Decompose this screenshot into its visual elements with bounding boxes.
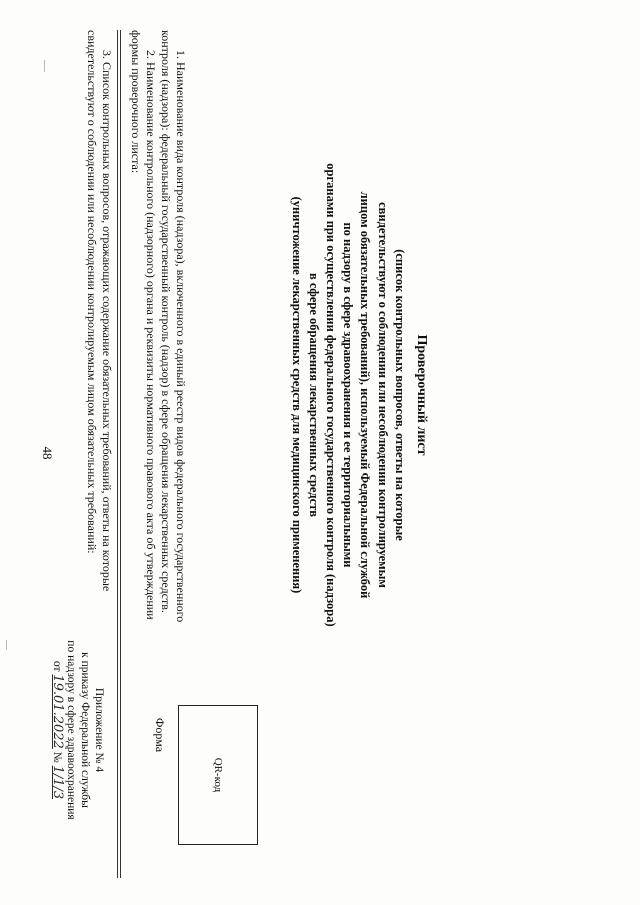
paragraph-2 bbox=[128, 30, 158, 878]
paragraph-2-line-2: формы проверочного листа: bbox=[129, 30, 143, 174]
title-line-3: лицом обязательных требований), используемый Федеральной службой bbox=[358, 191, 373, 599]
title-line-5: органами при осуществлении федерального государственного контроля (надзора) bbox=[323, 163, 338, 627]
appendix-date-handwritten: 19.01.2022 bbox=[50, 674, 65, 749]
scan-artifact bbox=[44, 60, 45, 72]
separator-rule-1 bbox=[120, 30, 121, 878]
paragraph-1 bbox=[158, 30, 188, 878]
appendix-order-number-handwritten: 1/1/3 bbox=[50, 765, 65, 800]
title-line-2: свидетельствуют о соблюдении или несоблюдении контролируемым bbox=[375, 202, 390, 588]
appendix-agency: по надзору в сфере здравоохранения bbox=[65, 640, 77, 820]
paragraph-1-line-1: 1. Наименование вида контроля (надзора), включенного в единый реестр видов федерального государственного bbox=[174, 50, 188, 623]
title-line-7: (уничтожение лекарственных средств для медицинского применения) bbox=[289, 196, 304, 594]
appendix-date-line bbox=[50, 615, 64, 845]
document-title: Проверочный лист bbox=[414, 334, 429, 456]
document-title-block bbox=[287, 150, 430, 640]
scan-artifact bbox=[6, 640, 7, 650]
form-label: Форма bbox=[153, 717, 167, 753]
paragraph-2-line-1: 2. Наименование контрольного (надзорного) органа и реквизиты нормативного правового акта об утверждении bbox=[144, 50, 158, 620]
qr-code-label: QR-код bbox=[212, 757, 224, 793]
paragraph-3-line-2: свидетельствуют о соблюдении или несоблюдении контролируемым лицом обязательных требований: bbox=[85, 30, 99, 554]
qr-code-placeholder bbox=[178, 705, 258, 845]
appendix-number: Приложение № 4 bbox=[93, 687, 105, 773]
separator-rule-2 bbox=[117, 30, 118, 878]
paragraph-3 bbox=[84, 30, 114, 878]
paragraph-1-line-2: контроля (надзора): федеральный государственный контроль (надзор) в сфере обращения лекарственных средств. bbox=[159, 30, 173, 613]
appendix-number-label: № bbox=[51, 751, 63, 763]
title-line-4: по надзору в сфере здравоохранения и ее территориальными bbox=[341, 222, 356, 568]
appendix-from-label: от bbox=[51, 660, 63, 672]
title-line-6: в сфере обращения лекарственных средств bbox=[306, 272, 321, 518]
title-line-1: (список контрольных вопросов, ответы на которые bbox=[392, 249, 407, 541]
paragraph-3-line-1: 3. Список контрольных вопросов, отражающих содержание обязательных требований, ответы на которые bbox=[100, 50, 114, 592]
page-number: 48 bbox=[40, 446, 55, 460]
appendix-order-ref: к приказу Федеральной службы bbox=[79, 652, 91, 808]
